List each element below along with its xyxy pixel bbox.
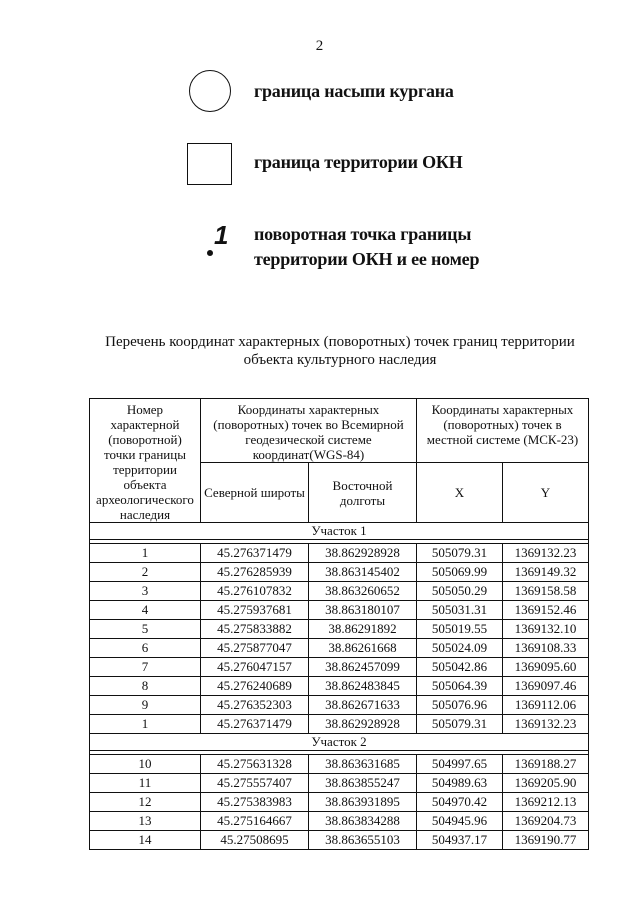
point-number-cell: 1 [90,544,201,563]
x-cell: 505076.96 [417,696,503,715]
x-cell: 505024.09 [417,639,503,658]
point-number-cell: 11 [90,774,201,793]
legend-point-line1: поворотная точка границы [254,224,472,244]
point-number-cell: 6 [90,639,201,658]
table-row [90,658,589,677]
point-number-cell: 13 [90,812,201,831]
latitude-cell: 45.275557407 [201,774,309,793]
y-cell: 1369190.77 [503,831,589,850]
x-cell: 505042.86 [417,658,503,677]
x-cell: 505064.39 [417,677,503,696]
x-cell: 505031.31 [417,601,503,620]
point-number-cell: 7 [90,658,201,677]
point-number-cell: 1 [90,715,201,734]
legend-point-line2: территории ОКН и ее номер [254,249,480,269]
latitude-cell: 45.276352303 [201,696,309,715]
legend-point-label [254,222,479,272]
x-cell: 505079.31 [417,715,503,734]
table-row [90,601,589,620]
header-x: X [417,463,503,523]
longitude-cell: 38.86291892 [309,620,417,639]
longitude-cell: 38.863931895 [309,793,417,812]
table-body [90,523,589,850]
table-row [90,620,589,639]
y-cell: 1369212.13 [503,793,589,812]
latitude-cell: 45.276371479 [201,715,309,734]
table-row [90,639,589,658]
table-row [90,812,589,831]
table-heading-line1: Перечень координат характерных (поворотных) точек границ территории [105,334,575,350]
longitude-cell: 38.863855247 [309,774,417,793]
table-row [90,563,589,582]
turning-point-dot-icon [207,250,213,256]
header-msk: Координаты характерных (поворотных) точек в местной системе (МСК-23) [417,399,589,463]
longitude-cell: 38.862671633 [309,696,417,715]
x-cell: 504937.17 [417,831,503,850]
latitude-cell: 45.27508695 [201,831,309,850]
latitude-cell: 45.275937681 [201,601,309,620]
point-number-cell: 3 [90,582,201,601]
latitude-cell: 45.275383983 [201,793,309,812]
y-cell: 1369158.58 [503,582,589,601]
x-cell: 504989.63 [417,774,503,793]
point-number-cell: 10 [90,755,201,774]
x-cell: 505069.99 [417,563,503,582]
longitude-cell: 38.862483845 [309,677,417,696]
table-row [90,677,589,696]
y-cell: 1369095.60 [503,658,589,677]
mound-boundary-circle-icon [189,70,231,112]
point-number-cell: 9 [90,696,201,715]
x-cell: 504997.65 [417,755,503,774]
turning-point-icon-number: 1 [214,220,229,250]
point-number-cell: 2 [90,563,201,582]
table-heading-line2: объекта культурного наследия [243,352,437,368]
section-1-label: Участок 1 [90,523,589,540]
page-number: 2 [315,38,324,54]
latitude-cell: 45.275164667 [201,812,309,831]
longitude-cell: 38.863180107 [309,601,417,620]
section-2-label: Участок 2 [90,734,589,751]
longitude-cell: 38.863834288 [309,812,417,831]
x-cell: 505050.29 [417,582,503,601]
table-row [90,715,589,734]
x-cell: 505079.31 [417,544,503,563]
x-cell: 504970.42 [417,793,503,812]
latitude-cell: 45.276240689 [201,677,309,696]
legend-mound-label: граница насыпи кургана [254,81,454,101]
latitude-cell: 45.276371479 [201,544,309,563]
territory-boundary-square-icon [187,143,232,185]
y-cell: 1369152.46 [503,601,589,620]
header-wgs: Координаты характерных (поворотных) точек во Всемирной геодезической системе координат(WGS-84) [201,399,417,463]
longitude-cell: 38.862457099 [309,658,417,677]
longitude-cell: 38.862928928 [309,715,417,734]
table-row [90,696,589,715]
latitude-cell: 45.276285939 [201,563,309,582]
y-cell: 1369132.23 [503,715,589,734]
table-row [90,774,589,793]
longitude-cell: 38.863631685 [309,755,417,774]
longitude-cell: 38.863260652 [309,582,417,601]
header-y: Y [503,463,589,523]
point-number-cell: 5 [90,620,201,639]
table-row [90,582,589,601]
section-row [90,523,589,540]
y-cell: 1369204.73 [503,812,589,831]
y-cell: 1369112.06 [503,696,589,715]
y-cell: 1369188.27 [503,755,589,774]
turning-point-icon [207,220,237,270]
y-cell: 1369097.46 [503,677,589,696]
table-row [90,793,589,812]
section-row [90,734,589,751]
point-number-cell: 12 [90,793,201,812]
coordinates-table [89,398,589,850]
table-heading [60,333,620,369]
longitude-cell: 38.863145402 [309,563,417,582]
table-row [90,544,589,563]
y-cell: 1369205.90 [503,774,589,793]
y-cell: 1369149.32 [503,563,589,582]
latitude-cell: 45.275631328 [201,755,309,774]
y-cell: 1369132.23 [503,544,589,563]
longitude-cell: 38.86261668 [309,639,417,658]
legend-territory-label: граница территории ОКН [254,152,463,172]
header-north: Северной широты [201,463,309,523]
latitude-cell: 45.276047157 [201,658,309,677]
longitude-cell: 38.863655103 [309,831,417,850]
header-point-number: Номер характерной (поворотной) точки границы территории объекта археологического наследия [90,399,201,523]
latitude-cell: 45.275877047 [201,639,309,658]
point-number-cell: 8 [90,677,201,696]
longitude-cell: 38.862928928 [309,544,417,563]
x-cell: 504945.96 [417,812,503,831]
y-cell: 1369132.10 [503,620,589,639]
header-east: Восточной долготы [309,463,417,523]
point-number-cell: 14 [90,831,201,850]
point-number-cell: 4 [90,601,201,620]
latitude-cell: 45.275833882 [201,620,309,639]
y-cell: 1369108.33 [503,639,589,658]
latitude-cell: 45.276107832 [201,582,309,601]
x-cell: 505019.55 [417,620,503,639]
table-row [90,755,589,774]
table-row [90,831,589,850]
